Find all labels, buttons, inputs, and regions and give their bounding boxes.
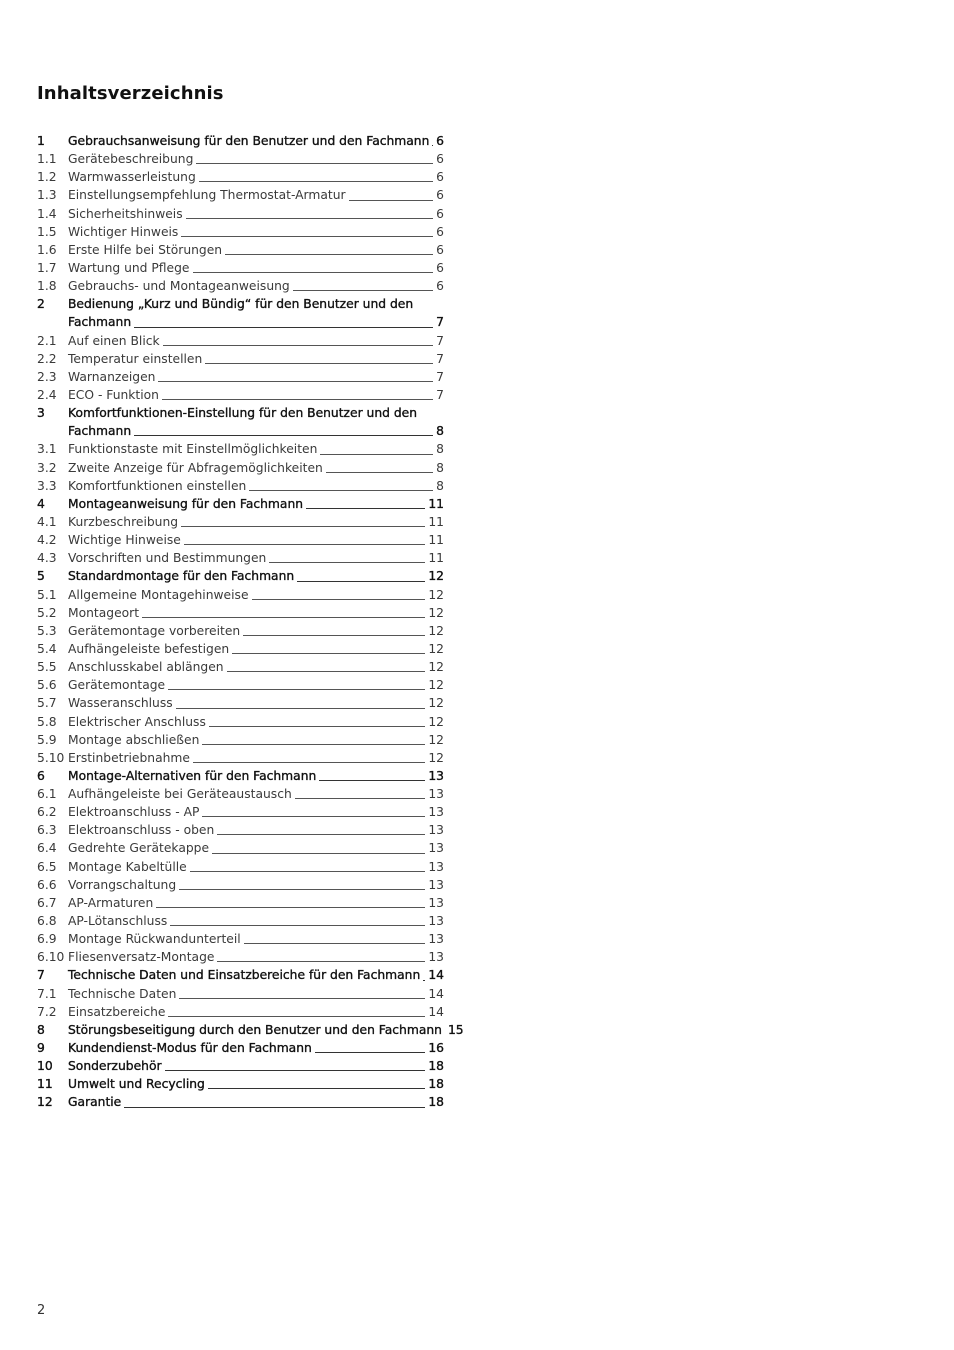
toc-entry-title: AP-Armaturen <box>68 895 154 910</box>
toc-leader-line <box>199 181 433 182</box>
toc-entry-page: 13 <box>428 859 444 874</box>
toc-section-entry[interactable] <box>37 150 444 168</box>
toc-chapter-entry[interactable] <box>37 1021 464 1039</box>
toc-entry-title: Auf einen Blick <box>68 333 160 348</box>
toc-chapter-entry[interactable] <box>37 767 444 785</box>
page-number: 2 <box>37 1303 46 1318</box>
toc-entry-number: 6.2 <box>37 805 57 820</box>
toc-entry-title: Standardmontage für den Fachmann <box>68 569 295 584</box>
toc-leader-line <box>196 163 433 164</box>
toc-section-entry[interactable] <box>37 622 444 640</box>
toc-entry-page: 6 <box>436 134 444 148</box>
toc-leader-line <box>156 907 425 908</box>
toc-section-entry[interactable] <box>37 930 444 948</box>
toc-entry-title: Fachmann <box>68 315 132 330</box>
toc-entry-title: Wichtige Hinweise <box>68 533 181 548</box>
toc-section-entry[interactable] <box>37 658 444 676</box>
toc-leader-line <box>249 490 433 491</box>
toc-entry-title: Bedienung „Kurz und Bündig“ für den Benutzer und den <box>68 297 414 312</box>
toc-entry-number: 2.2 <box>37 351 57 366</box>
toc-entry-title: Montage Rückwandunterteil <box>68 932 241 947</box>
toc-entry-page: 12 <box>428 696 444 711</box>
toc-entry-title: Aufhängeleiste bei Geräteaustausch <box>68 787 292 802</box>
toc-entry-number: 5.1 <box>37 587 57 602</box>
toc-entry-number: 5.3 <box>37 623 57 638</box>
toc-entry-title: Wichtiger Hinweis <box>68 224 179 239</box>
toc-entry-number: 1.5 <box>37 224 57 239</box>
toc-leader-line <box>227 671 426 672</box>
toc-entry-page: 11 <box>428 551 444 566</box>
toc-entry-page: 14 <box>428 968 444 983</box>
toc-leader-line <box>162 399 433 400</box>
toc-section-entry[interactable] <box>37 894 444 912</box>
toc-entry-page: 12 <box>428 641 444 656</box>
toc-entry-title: Anschlusskabel ablängen <box>68 660 224 675</box>
toc-leader-line <box>217 834 425 835</box>
toc-entry-page: 6 <box>436 170 444 185</box>
toc-entry-page: 7 <box>436 369 444 384</box>
toc-entry-number: 5.5 <box>37 660 57 675</box>
toc-entry-title: Gerätebeschreibung <box>68 152 194 167</box>
toc-entry-title: Aufhängeleiste befestigen <box>68 641 230 656</box>
toc-entry-number: 5.10 <box>37 750 65 765</box>
toc-entry-page: 8 <box>436 460 444 475</box>
toc-section-entry[interactable] <box>37 713 444 731</box>
toc-leader-line <box>209 726 425 727</box>
toc-chapter-entry[interactable] <box>37 404 444 422</box>
toc-entry-number: 2 <box>37 297 45 312</box>
toc-leader-line <box>193 762 425 763</box>
toc-leader-line <box>293 290 433 291</box>
toc-entry-title: Allgemeine Montagehinweise <box>68 587 249 602</box>
toc-entry-title: Gerätemontage <box>68 678 166 693</box>
toc-entry-number: 2.3 <box>37 369 57 384</box>
toc-leader-line <box>181 526 425 527</box>
toc-entry-page: 13 <box>428 950 444 965</box>
toc-entry-title: Vorrangschaltung <box>68 877 177 892</box>
toc-leader-line <box>163 345 433 346</box>
toc-entry-number: 7.2 <box>37 1004 57 1019</box>
toc-entry-number: 5.9 <box>37 732 57 747</box>
toc-leader-line <box>134 435 433 436</box>
toc-entry-page: 18 <box>428 1077 444 1092</box>
toc-entry-page: 11 <box>428 514 444 529</box>
toc-section-entry[interactable] <box>37 586 444 604</box>
toc-entry-number: 6.5 <box>37 859 57 874</box>
toc-entry-page: 6 <box>436 279 444 294</box>
toc-entry-title: Elektrischer Anschluss <box>68 714 206 729</box>
toc-leader-line <box>142 617 425 618</box>
toc-leader-line <box>170 925 425 926</box>
toc-entry-number: 10 <box>37 1059 53 1074</box>
toc-entry-page: 12 <box>428 678 444 693</box>
toc-entry-number: 7.1 <box>37 986 57 1001</box>
toc-entry-title: ECO - Funktion <box>68 387 159 402</box>
toc-entry-number: 6.6 <box>37 877 57 892</box>
toc-entry-title: Wasseranschluss <box>68 696 173 711</box>
toc-entry-page: 18 <box>428 1095 444 1110</box>
toc-leader-line <box>124 1107 425 1108</box>
toc-section-entry[interactable] <box>37 985 444 1003</box>
toc-leader-line <box>349 200 433 201</box>
toc-leader-line <box>319 780 425 781</box>
toc-entry-number: 5.8 <box>37 714 57 729</box>
toc-entry-title: Gerätemontage vorbereiten <box>68 623 241 638</box>
toc-entry-title: Montageanweisung für den Fachmann <box>68 496 304 511</box>
toc-chapter-entry[interactable] <box>37 495 444 513</box>
page-title: Inhaltsverzeichnis <box>37 83 224 104</box>
toc-chapter-entry[interactable] <box>37 313 444 331</box>
toc-entry-title: Funktionstaste mit Einstellmöglichkeiten <box>68 442 318 457</box>
toc-entry-number: 7 <box>37 968 45 983</box>
toc-entry-number: 4.1 <box>37 514 57 529</box>
toc-section-entry[interactable] <box>37 513 444 531</box>
toc-entry-number: 3.3 <box>37 478 57 493</box>
toc-entry-title: Technische Daten und Einsatzbereiche für den Fachmann <box>68 968 421 983</box>
toc-leader-line <box>217 961 425 962</box>
toc-entry-page: 12 <box>428 623 444 638</box>
toc-section-entry[interactable] <box>37 186 444 204</box>
toc-entry-number: 2.1 <box>37 333 57 348</box>
toc-entry-number: 1.7 <box>37 260 57 275</box>
toc-entry-page: 12 <box>428 732 444 747</box>
toc-entry-number: 8 <box>37 1022 45 1037</box>
toc-entry-page: 13 <box>428 895 444 910</box>
toc-entry-page: 6 <box>436 188 444 203</box>
toc-leader-line <box>225 254 433 255</box>
toc-entry-page: 7 <box>436 387 444 402</box>
toc-leader-line <box>269 562 425 563</box>
toc-section-entry[interactable] <box>37 785 444 803</box>
toc-entry-page: 13 <box>428 914 444 929</box>
toc-entry-title: Zweite Anzeige für Abfragemöglichkeiten <box>68 460 323 475</box>
toc-entry-page: 14 <box>428 1004 444 1019</box>
toc-entry-number: 4.3 <box>37 551 57 566</box>
toc-entry-title: Gedrehte Gerätekappe <box>68 841 210 856</box>
toc-leader-line <box>315 1052 426 1053</box>
toc-entry-number: 3.1 <box>37 442 57 457</box>
toc-section-entry[interactable] <box>37 1003 444 1021</box>
toc-entry-title: Kundendienst-Modus für den Fachmann <box>68 1041 312 1056</box>
toc-section-entry[interactable] <box>37 640 444 658</box>
toc-leader-line <box>184 544 425 545</box>
toc-entry-page: 13 <box>428 932 444 947</box>
toc-entry-number: 6.3 <box>37 823 57 838</box>
toc-leader-line <box>244 943 426 944</box>
toc-leader-line <box>193 272 434 273</box>
toc-leader-line <box>202 744 425 745</box>
toc-entry-number: 5 <box>37 569 45 584</box>
toc-section-entry[interactable] <box>37 948 444 966</box>
toc-chapter-entry[interactable] <box>37 567 444 585</box>
toc-entry-page: 12 <box>428 714 444 729</box>
toc-entry-page: 11 <box>428 496 444 511</box>
toc-entry-title: Montageort <box>68 605 140 620</box>
toc-entry-title: Komfortfunktionen einstellen <box>68 478 247 493</box>
toc-chapter-entry[interactable] <box>37 1093 444 1111</box>
toc-entry-title: Montage-Alternativen für den Fachmann <box>68 768 317 783</box>
toc-entry-number: 12 <box>37 1095 53 1110</box>
toc-entry-page: 12 <box>428 605 444 620</box>
toc-entry-page: 13 <box>428 805 444 820</box>
toc-entry-title: Kurzbeschreibung <box>68 514 179 529</box>
toc-section-entry[interactable] <box>37 350 444 368</box>
toc-entry-title: Elektroanschluss - oben <box>68 823 215 838</box>
toc-entry-number: 6.10 <box>37 950 65 965</box>
toc-entry-title: Einsatzbereiche <box>68 1004 166 1019</box>
toc-entry-number: 5.6 <box>37 678 57 693</box>
toc-entry-number: 4 <box>37 496 45 511</box>
toc-entry-number: 4.2 <box>37 533 57 548</box>
toc-entry-page: 12 <box>428 587 444 602</box>
toc-entry-title: Umwelt und Recycling <box>68 1077 205 1092</box>
toc-entry-page: 6 <box>436 260 444 275</box>
toc-leader-line <box>297 581 425 582</box>
toc-entry-title: Erstinbetriebnahme <box>68 750 190 765</box>
toc-entry-page: 14 <box>428 986 444 1001</box>
toc-entry-title: Gebrauchsanweisung für den Benutzer und den Fachmann <box>68 134 430 148</box>
toc-entry-number: 6.7 <box>37 895 57 910</box>
toc-entry-number: 9 <box>37 1041 45 1056</box>
toc-entry-title: Störungsbeseitigung durch den Benutzer und den Fachmann <box>68 1022 442 1037</box>
toc-leader-line <box>168 1016 425 1017</box>
toc-entry-title: Einstellungsempfehlung Thermostat-Armatur <box>68 188 346 203</box>
toc-section-entry[interactable] <box>37 839 444 857</box>
toc-entry-page: 8 <box>436 442 444 457</box>
toc-entry-page: 18 <box>428 1059 444 1074</box>
toc-section-entry[interactable] <box>37 749 444 767</box>
toc-entry-title: Wartung und Pflege <box>68 260 190 275</box>
toc-entry-page: 13 <box>428 877 444 892</box>
toc-entry-number: 5.7 <box>37 696 57 711</box>
toc-leader-line <box>432 145 433 146</box>
toc-section-entry[interactable] <box>37 676 444 694</box>
toc-entry-title: Fliesenversatz-Montage <box>68 950 215 965</box>
toc-leader-line <box>202 816 425 817</box>
toc-entry-title: Technische Daten <box>68 986 177 1001</box>
toc-chapter-entry[interactable] <box>37 1075 444 1093</box>
toc-section-entry[interactable] <box>37 694 444 712</box>
toc-entry-title: AP-Lötanschluss <box>68 914 168 929</box>
toc-section-entry[interactable] <box>37 731 444 749</box>
toc-entry-title: Sonderzubehör <box>68 1059 162 1074</box>
toc-leader-line <box>326 472 433 473</box>
toc-leader-line <box>165 1070 426 1071</box>
toc-entry-title: Garantie <box>68 1095 122 1110</box>
toc-entry-page: 11 <box>428 533 444 548</box>
toc-chapter-entry[interactable] <box>37 422 444 440</box>
toc-entry-number: 3.2 <box>37 460 57 475</box>
toc-entry-title: Fachmann <box>68 424 132 439</box>
toc-entry-number: 6.9 <box>37 932 57 947</box>
toc-leader-line <box>168 689 425 690</box>
toc-entry-number: 6.8 <box>37 914 57 929</box>
toc-entry-page: 6 <box>436 242 444 257</box>
toc-section-entry[interactable] <box>37 803 444 821</box>
table-of-contents <box>37 132 464 1112</box>
toc-section-entry[interactable] <box>37 876 444 894</box>
toc-section-entry[interactable] <box>37 858 444 876</box>
toc-entry-page: 6 <box>436 152 444 167</box>
toc-section-entry[interactable] <box>37 477 444 495</box>
toc-entry-page: 13 <box>428 841 444 856</box>
toc-section-entry[interactable] <box>37 604 444 622</box>
toc-entry-number: 1.3 <box>37 188 57 203</box>
toc-leader-line <box>181 236 433 237</box>
toc-entry-title: Temperatur einstellen <box>68 351 203 366</box>
toc-section-entry[interactable] <box>37 259 444 277</box>
toc-entry-page: 6 <box>436 224 444 239</box>
toc-entry-page: 7 <box>436 315 444 330</box>
toc-section-entry[interactable] <box>37 440 444 458</box>
toc-entry-page: 13 <box>428 768 444 783</box>
toc-section-entry[interactable] <box>37 223 444 241</box>
toc-leader-line <box>179 998 425 999</box>
toc-chapter-entry[interactable] <box>37 295 444 313</box>
toc-leader-line <box>423 980 425 981</box>
toc-entry-number: 6.1 <box>37 787 57 802</box>
toc-entry-page: 13 <box>428 787 444 802</box>
toc-leader-line <box>190 871 426 872</box>
toc-entry-page: 7 <box>436 333 444 348</box>
toc-section-entry[interactable] <box>37 386 444 404</box>
toc-entry-number: 11 <box>37 1077 53 1092</box>
toc-chapter-entry[interactable] <box>37 1057 444 1075</box>
toc-leader-line <box>320 454 433 455</box>
toc-entry-page: 6 <box>436 206 444 221</box>
toc-entry-title: Sicherheitshinweis <box>68 206 183 221</box>
toc-entry-page: 15 <box>447 1022 464 1037</box>
toc-entry-title: Warmwasserleistung <box>68 170 196 185</box>
toc-chapter-entry[interactable] <box>37 966 444 984</box>
toc-leader-line <box>158 381 433 382</box>
toc-entry-title: Vorschriften und Bestimmungen <box>68 551 267 566</box>
toc-entry-number: 1.8 <box>37 279 57 294</box>
toc-entry-page: 12 <box>428 569 444 584</box>
toc-section-entry[interactable] <box>37 168 444 186</box>
toc-entry-page: 12 <box>428 750 444 765</box>
toc-leader-line <box>208 1088 426 1089</box>
toc-entry-number: 3 <box>37 406 45 421</box>
toc-entry-number: 5.2 <box>37 605 57 620</box>
toc-entry-title: Erste Hilfe bei Störungen <box>68 242 223 257</box>
toc-leader-line <box>243 635 425 636</box>
toc-section-entry[interactable] <box>37 459 444 477</box>
toc-entry-number: 1.4 <box>37 206 57 221</box>
toc-section-entry[interactable] <box>37 368 444 386</box>
toc-section-entry[interactable] <box>37 549 444 567</box>
toc-entry-title: Gebrauchs- und Montageanweisung <box>68 279 290 294</box>
toc-section-entry[interactable] <box>37 912 444 930</box>
toc-chapter-entry[interactable] <box>37 132 444 150</box>
toc-section-entry[interactable] <box>37 332 444 350</box>
toc-section-entry[interactable] <box>37 241 444 259</box>
toc-leader-line <box>252 599 426 600</box>
toc-entry-page: 7 <box>436 351 444 366</box>
toc-leader-line <box>232 653 425 654</box>
toc-entry-title: Komfortfunktionen-Einstellung für den Benutzer und den <box>68 406 418 421</box>
toc-leader-line <box>186 218 433 219</box>
toc-chapter-entry[interactable] <box>37 1039 444 1057</box>
toc-entry-number: 6.4 <box>37 841 57 856</box>
toc-entry-title: Montage Kabeltülle <box>68 859 187 874</box>
toc-leader-line <box>179 889 425 890</box>
toc-leader-line <box>176 708 426 709</box>
toc-section-entry[interactable] <box>37 821 444 839</box>
toc-section-entry[interactable] <box>37 205 444 223</box>
toc-entry-page: 16 <box>428 1041 444 1056</box>
toc-entry-page: 13 <box>428 823 444 838</box>
toc-entry-title: Warnanzeigen <box>68 369 156 384</box>
toc-entry-number: 1 <box>37 134 45 148</box>
toc-entry-page: 12 <box>428 660 444 675</box>
toc-entry-number: 1.1 <box>37 152 57 167</box>
toc-entry-number: 2.4 <box>37 387 57 402</box>
toc-leader-line <box>212 853 425 854</box>
toc-leader-line <box>134 327 433 328</box>
toc-leader-line <box>205 363 433 364</box>
toc-section-entry[interactable] <box>37 531 444 549</box>
toc-leader-line <box>306 508 425 509</box>
toc-section-entry[interactable] <box>37 277 444 295</box>
toc-entry-number: 5.4 <box>37 641 57 656</box>
toc-entry-number: 1.6 <box>37 242 57 257</box>
toc-leader-line <box>295 798 426 799</box>
toc-entry-title: Elektroanschluss - AP <box>68 805 200 820</box>
toc-entry-page: 8 <box>436 478 444 493</box>
toc-entry-number: 6 <box>37 768 45 783</box>
toc-entry-title: Montage abschließen <box>68 732 200 747</box>
toc-entry-page: 8 <box>436 424 444 439</box>
toc-entry-number: 1.2 <box>37 170 57 185</box>
